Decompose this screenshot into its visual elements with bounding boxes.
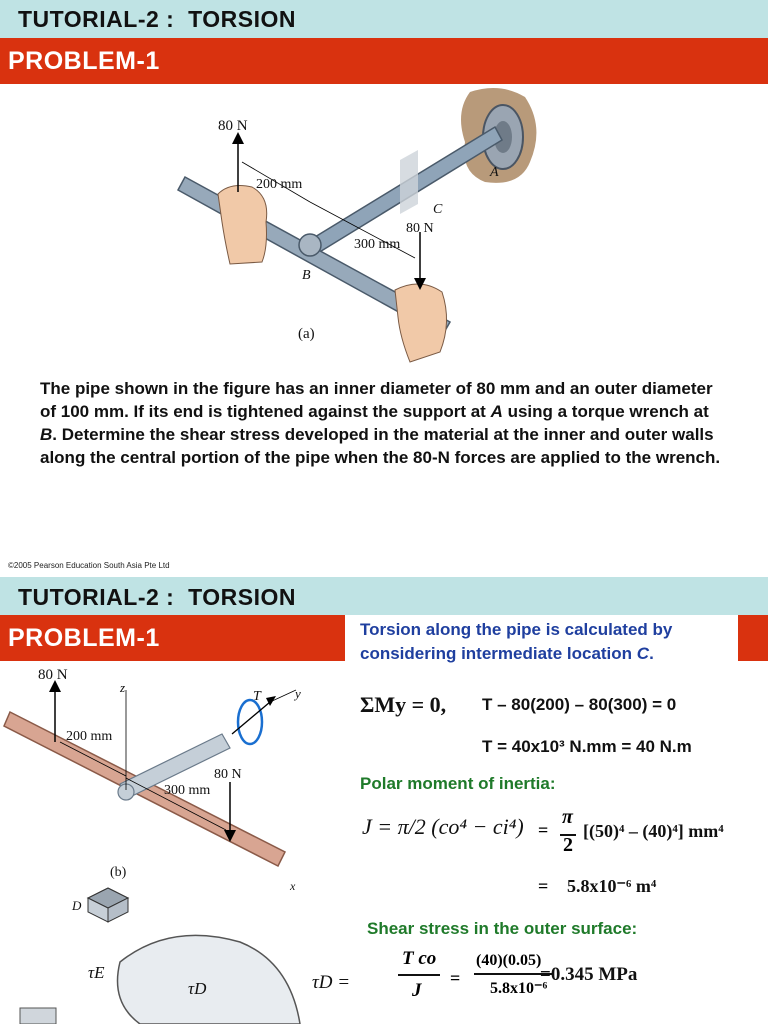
torque-ring — [238, 700, 262, 744]
section-plane-c — [400, 150, 418, 214]
sum-moment: ΣMy = 0, — [360, 692, 447, 717]
slide2-intro — [360, 618, 740, 666]
slide1-header-title: TUTORIAL-2 : TORSION — [18, 6, 296, 32]
polar-j-formula: J = π/2 (co⁴ − ci⁴) — [362, 814, 524, 839]
intro-line2 — [360, 642, 740, 666]
fig-b-force-right: 80 N — [214, 767, 242, 782]
fig-a-label-b: B — [302, 268, 311, 283]
fig-a-force-right: 80 N — [406, 221, 434, 236]
shear-frac1-line — [398, 974, 440, 976]
right-hand — [395, 284, 447, 362]
left-hand — [218, 186, 267, 264]
fig-b-d-label: D — [72, 898, 82, 913]
intro-line1: Torsion along the pipe is calculated by — [360, 620, 673, 639]
shear-frac1-den: J — [412, 980, 422, 1001]
polar-heading: Polar moment of inertia: — [360, 774, 556, 793]
fig-b-dim-300: 300 mm — [164, 783, 211, 798]
slide2-red-accent — [738, 615, 768, 661]
intro-line2c: . — [649, 644, 654, 663]
slide2-problem-title: PROBLEM-1 — [8, 624, 160, 652]
fig-b-x-axis: x — [290, 879, 296, 893]
shear-tau-d: τD = — [312, 972, 351, 993]
problem-text-part2: using a torque wrench at — [502, 402, 709, 421]
intro-line2a: considering intermediate location — [360, 644, 637, 663]
slide1-problem-title: PROBLEM-1 — [8, 47, 160, 75]
stress-cylinder — [118, 935, 301, 1024]
slide2-figure-fbd — [0, 662, 320, 1024]
fig-a-dim-300: 300 mm — [354, 237, 401, 252]
shear-result: =0.345 MPa — [540, 964, 638, 985]
fig-b-y-axis: y — [295, 686, 301, 701]
problem-text-b: B — [40, 425, 53, 444]
slide2-header-bar — [0, 577, 768, 615]
polar-bracket: [(50)⁴ – (40)⁴] mm⁴ — [583, 821, 724, 841]
shear-eq-sign: = — [450, 968, 461, 988]
fig-a-label-c: C — [433, 202, 443, 217]
polar-eq-sign: = — [538, 820, 549, 840]
polar-pi: π — [562, 806, 573, 828]
fig-a-caption: (a) — [298, 326, 315, 342]
polar-result: 5.8x10⁻⁶ m⁴ — [567, 876, 657, 896]
slide2-header-title: TUTORIAL-2 : TORSION — [18, 584, 296, 610]
shear-frac2-num: (40)(0.05) — [476, 952, 542, 969]
fig-b-t-label: T — [253, 689, 261, 704]
fig-b-z-axis: z — [120, 680, 126, 695]
slide1-problem-bar — [0, 38, 768, 84]
problem-text-part3: . Determine the shear stress developed in the material at the inner and outer walls along the central portion of the pipe when the 80-N forces are applied to the wrench. — [40, 425, 721, 467]
fig-a-dim-200: 200 mm — [256, 177, 303, 192]
problem-text-part1: The pipe shown in the figure has an inner diameter of 80 mm and an outer diameter of 100 mm. If its end is tightened against the support at — [40, 379, 713, 421]
slide1-figure-wrench — [170, 82, 550, 372]
slide2-problem-bar — [0, 615, 345, 661]
slide1-header-bar — [0, 0, 768, 38]
fig-b-caption: (b) — [110, 865, 127, 880]
wrench-head-b — [299, 234, 321, 256]
fig-b-tau-e: τE — [88, 963, 105, 982]
slide1-problem-text — [40, 377, 730, 469]
fig-a-force-top: 80 N — [218, 118, 248, 134]
shear-frac1-num: T co — [402, 948, 437, 969]
shear-frac2-den: 5.8x10⁻⁶ — [490, 980, 548, 997]
problem-text-a: A — [490, 402, 503, 421]
equilibrium-eq1: T – 80(200) – 80(300) = 0 — [482, 695, 677, 714]
polar-two: 2 — [563, 834, 573, 856]
slide1-copyright: ©2005 Pearson Education South Asia Pte Ltd — [8, 561, 170, 570]
fig-b-force-top: 80 N — [38, 667, 68, 683]
equilibrium-eq2: T = 40x10³ N.mm = 40 N.m — [482, 737, 692, 756]
fig-b-dim-200: 200 mm — [66, 729, 113, 744]
fig-b-tau-d: τD — [188, 979, 207, 998]
fig-a-label-a: A — [490, 165, 499, 180]
intro-line2b: C — [636, 644, 650, 663]
polar-eq-sign2: = — [538, 876, 549, 896]
shear-heading: Shear stress in the outer surface: — [367, 919, 638, 938]
